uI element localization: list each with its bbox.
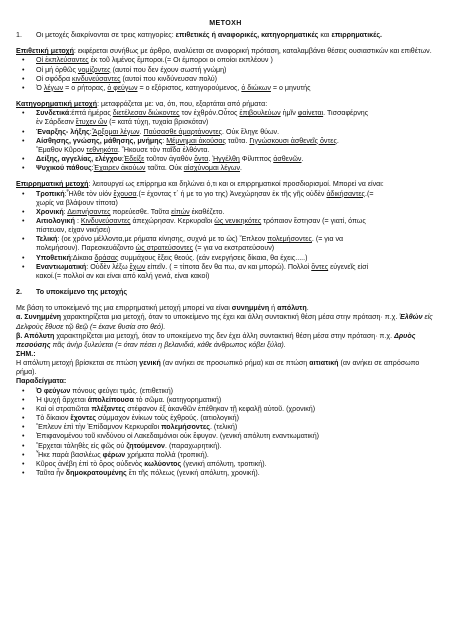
text-run: κακοί.(= πολλοί αν και είναι από καλή γενιά, είναι κακοί)	[36, 271, 210, 280]
list-item	[16, 423, 435, 432]
text-run: χωρίς να βλάψουν τίποτα)	[36, 198, 118, 207]
text-run: Οἱ σφόδρα	[36, 74, 73, 83]
underlined-run: τεθνηκότα	[86, 145, 118, 154]
list-item	[16, 75, 435, 84]
text-run: Με βάση το υποκείμενό της μια επιρρηματική μετοχή μπορεί να είναι	[16, 304, 232, 313]
text-run: τὸ σῶμα. (κατηγορηματική)	[133, 395, 222, 404]
text-run: ταῦτα.	[225, 136, 250, 145]
bold-run: Παραδείγματα:	[16, 377, 67, 386]
text-run: Ἧκε παρὰ βασιλέως	[36, 450, 103, 459]
list-adverbial-examples	[16, 190, 435, 282]
text-run: πίστευαν, είχαν νικήσει)	[36, 226, 111, 235]
underlined-run: Γιγνώσκουσι ἀσθενεῖς ὄντες	[249, 136, 337, 145]
bold-run: Ψυχικού πάθους	[36, 164, 92, 173]
bold-run: γενική	[139, 359, 161, 368]
text-run: Ἔμαθον Κῦρον	[36, 145, 87, 154]
underlined-run: ἀδικήσαντες	[326, 189, 365, 198]
underlined-run: ἔτυχεν ὤν	[75, 118, 108, 127]
text-run: (αυτοί που δεν έχουν σωστή γνώμη)	[110, 65, 227, 74]
underlined-run: δράσας	[94, 253, 119, 262]
text-run: Καὶ οἱ στρατιῶται	[36, 404, 92, 413]
list-item	[16, 128, 435, 137]
bold-run: συνημμένη	[231, 304, 270, 313]
text-run: :	[74, 216, 81, 225]
list-item	[16, 217, 435, 235]
text-run: τρόπαιον ἔστησαν (= γιατί, όπως	[261, 216, 366, 225]
text-run: .	[240, 164, 242, 173]
underlined-run: ἀσθενῶν	[273, 155, 302, 164]
list-item	[16, 164, 435, 173]
text-run: χαρακτηρίζεται μια μετοχή, όταν το υποκείμενο της έχει και άλλη συντακτική θέση μέσα στην πρόταση· π.χ.	[61, 313, 400, 322]
text-run: :Δίκαια	[70, 253, 95, 262]
bold-run: ἀπολείπουσα	[87, 395, 134, 404]
list-final-examples	[16, 387, 435, 479]
list-item	[16, 451, 435, 460]
text-run: ή	[269, 304, 278, 313]
bold-run: πλέξαντες	[91, 404, 126, 413]
text-run: (γενική απόλυτη, τροπική).	[181, 459, 267, 468]
text-run: Φίλιππος	[239, 155, 274, 164]
text-run: χαρακτηρίζεται μια μετοχή, όταν το υποκείμενο της δεν έχει άλλη συντακτική θέση μέσα στην πρόταση· π.χ.	[54, 331, 395, 340]
term-heading: Κατηγορηματική μετοχή	[16, 100, 98, 109]
section-2-heading	[16, 288, 435, 297]
underlined-run: ὁ διώκων	[241, 83, 271, 92]
italic-run: εἰς Δελφοὺς ἔθυσε τῷ θεῷ (= έκανε θυσία στο θεό).	[16, 313, 433, 331]
text-run: . Τισσαφέρνης	[323, 109, 369, 118]
bold-run: ΣΗΜ.:	[16, 350, 36, 358]
text-run: .	[208, 155, 213, 164]
text-run: .	[306, 304, 309, 313]
list-item	[16, 137, 435, 155]
text-run: πορεύεσθε. Ταῦτα	[110, 207, 172, 216]
list-item	[16, 405, 435, 414]
text-run: και	[318, 31, 332, 40]
text-run: = ο μηνυτής	[270, 83, 311, 92]
bold-run: ἔχοντες	[70, 414, 97, 423]
underlined-run: φαίνεται	[297, 109, 324, 118]
list-item	[16, 442, 435, 451]
text-run: :Ἦλθε τὸν υἱόν	[64, 189, 114, 198]
text-run: .	[301, 155, 304, 164]
text-run: = ο ρήτορας,	[63, 83, 108, 92]
text-run: : Οὐδὲν λέξω	[86, 262, 130, 271]
list-item	[16, 469, 435, 478]
text-run: :	[91, 164, 94, 173]
paragraph-predicative	[16, 100, 435, 109]
section-1-text	[36, 31, 435, 40]
underlined-run: ὄντα	[194, 155, 209, 164]
text-run: : μεταφράζεται με: να, ότι, που, εξαρτάται από ρήματα:	[97, 100, 268, 109]
text-run: Ταῦτα ἦν	[36, 469, 66, 478]
text-run: . (τελική)	[209, 423, 238, 432]
underlined-run: αἰσχύνομαι λέγων	[183, 164, 241, 173]
text-run: .(= έχοντας τ΄ ή με το γιο της) Ἀνεχώρησαν ἐκ τῆς γῆς οὐδὲν	[136, 189, 327, 198]
text-run: εἰπεῖν. ( = τίποτα δεν θα πω, αν και μπορώ). Πολλοὶ	[145, 262, 312, 271]
text-run: : εκφέρεται συνήθως με άρθρο, αναλύεται σε αναφορική πρόταση, καταλαμβάνει θέσεις ουσιαστικών και επιθέτων.	[73, 47, 432, 56]
paragraph-conjunct	[16, 313, 435, 331]
section-1-heading	[16, 31, 435, 40]
text-run: :έπτά ἡμέρας	[69, 109, 113, 118]
list-item	[16, 387, 435, 396]
underlined-run: Παύσασθε ἁμαρτάνοντες	[143, 127, 222, 136]
document-title: ΜΕΤΟΧΗ	[209, 19, 242, 27]
bold-italic-run: Δρυὸς πεσούσης	[16, 331, 416, 349]
text-run: ἐκ τοῦ λιμένος ἔμποροι.(= Οι έμποροι οι οποίοι εκπλέουν )	[88, 56, 273, 65]
text-run: (αν ανήκει σε απρόσωπο ρήμα).	[16, 359, 420, 377]
text-run: . Ἤκουσε τὸν παῖδα ἐλθόντα.	[117, 145, 210, 154]
text-run: = ο εξόριστος, κατηγορούμενος,	[137, 83, 242, 92]
examples-label	[16, 377, 435, 386]
bold-run: α. Συνημμένη	[16, 313, 62, 322]
text-run: : (οε χρόνο μέλλοντα,με ρήματα κίνησης, συχνά με το ὡς) Ἔπλεον	[57, 235, 268, 244]
text-run: πόνους φεύγει τιμάς. (επιθετική)	[70, 386, 174, 395]
text-run: . (παραχωρητική).	[165, 441, 222, 450]
bold-run: Δείξης, αγγελίας, ελέγχου	[36, 155, 122, 164]
text-run: Οι μετοχές διακρίνονται σε τρεις κατηγορίες:	[36, 31, 176, 40]
text-run: : λειτουργεί ως επίρρημα και δηλώνει ό,τι και οι επιρρηματικοί προσδιορισμοί. Μπορεί να είναι:	[88, 180, 384, 189]
underlined-run: πολεμήσοντες	[267, 235, 312, 244]
text-run: Ἡ ψυχή ἄρχεται	[36, 395, 88, 404]
paragraph-absolute-case	[16, 359, 435, 377]
bold-run: απόλυτη	[277, 304, 307, 313]
text-run: στέφανον ἐξ ἀκανθῶν ἐπέθηκαν τῇ κεφαλῇ αὐτοῦ. (χρονική)	[125, 404, 316, 413]
bold-run: φέρων	[102, 450, 126, 459]
bold-italic-run: Ἐλθών	[399, 313, 423, 322]
text-run: (= για να εκστρατεύσουν)	[193, 244, 275, 253]
text-run: ἔτι τῆς πόλεως (γενική απόλυτη, χρονική).	[126, 469, 260, 478]
text-run: :	[162, 136, 167, 145]
bold-run: πολεμήσοντες	[161, 423, 210, 432]
bold-run: Τελική	[36, 235, 58, 244]
list-item	[16, 190, 435, 208]
term-heading: Επιθετική μετοχή	[16, 47, 74, 56]
text-run: εὐγενεῖς εἰσί	[328, 262, 369, 271]
underlined-run: ὡς στρατεύσοντες	[135, 244, 193, 253]
underlined-run: ἔχουσα	[113, 189, 137, 198]
bold-run: Αιτιολογική	[36, 216, 75, 225]
list-item	[16, 396, 435, 405]
text-run: σύμμαχον ἐνίκων τοὺς ἐχθρούς. (αιτιολογική)	[96, 414, 239, 423]
list-item	[16, 208, 435, 217]
bold-run: αιτιατική	[309, 359, 339, 368]
underlined-run: ὡς νενικηκότες	[214, 216, 262, 225]
text-run: ἀπεχώρησαν. Κερκυραῖοι	[130, 216, 215, 225]
text-run: :	[89, 127, 92, 136]
underlined-run: Οἱ ἐκπλεύσαντες	[36, 56, 89, 65]
text-run: :	[63, 207, 68, 216]
text-run: :	[121, 155, 124, 164]
text-run: Η απόλυτη μετοχή βρίσκεται σε πτώση	[16, 359, 140, 368]
underlined-run: Ἠγγέλθη	[212, 155, 240, 164]
text-run: . Οὐκ ἔληγε θύων.	[222, 127, 280, 136]
list-item	[16, 414, 435, 423]
text-run: Τὸ δίκαιον	[36, 414, 71, 423]
text-run: (αυτοί που κινδύνευσαν πολύ)	[120, 74, 217, 83]
bold-run: επιθετικές ή αναφορικές, κατηγορηματικές	[175, 31, 319, 40]
list-item	[16, 263, 435, 281]
underlined-run: ὄντες	[311, 262, 329, 271]
underlined-run: Μέμνημαι ἀκούσας	[166, 136, 226, 145]
text-run: χρήματα πολλά (τροπική).	[125, 450, 209, 459]
text-run: ταῦτα. Οὐκ	[145, 164, 184, 173]
text-run: τοῦτον ἀγαθὸν	[144, 155, 195, 164]
text-run: τον ἐχθρόν.Οὗτος	[179, 109, 240, 118]
list-item	[16, 235, 435, 253]
list-item	[16, 432, 435, 441]
underlined-run: νομίζοντες	[77, 65, 111, 74]
section-number: 1.	[16, 31, 22, 40]
text-run: (αν ανήκει σε προσωπικό ρήμα) και σε πτώση	[160, 359, 310, 368]
paragraph-absolute	[16, 332, 435, 350]
text-run: Οἱ μή ὀρθῶς	[36, 65, 78, 74]
underlined-run: Δειπνήσαντες	[67, 207, 111, 216]
bold-run: κωλύοντος	[144, 459, 182, 468]
bold-run: ζητούμενον	[126, 441, 165, 450]
underlined-run: κινδυνεύσαντες	[72, 74, 121, 83]
text-run: Ἔπλευν ἐπὶ τὴν Ἐπίδαμνον Κερκυραῖοι	[36, 423, 162, 432]
text-run: .	[139, 127, 144, 136]
paragraph-attributive	[16, 47, 435, 56]
text-run: ἐκαθέζετο.	[189, 207, 225, 216]
section-number: 2.	[16, 288, 22, 297]
list-item	[16, 66, 435, 75]
text-run: Ἔρχεται τἀληθὲς εἰς φῶς οὐ	[36, 441, 127, 450]
bold-run: επιρρηματικές.	[331, 31, 382, 40]
underlined-run: Ἄρξομαι λέγων	[91, 127, 140, 136]
text-run: .(=	[364, 189, 374, 198]
list-item	[16, 155, 435, 164]
list-item	[16, 254, 435, 263]
note-label	[16, 350, 435, 359]
bold-run: Εναντιωματική	[36, 262, 87, 271]
underlined-run: Ἐχαιρεν ἀκούων	[93, 164, 146, 173]
underlined-run: διετέλεσαν διώκοντες	[112, 109, 180, 118]
list-item	[16, 56, 435, 65]
italic-run: πᾶς ἀνὴρ ξυλεύεται (= όταν πέσει η βελανιδιά, κάθε άνθρωπος κόβει ξύλα).	[50, 340, 286, 349]
list-attributive-examples	[16, 56, 435, 93]
list-predicative-examples	[16, 109, 435, 173]
paragraph-adverbial	[16, 180, 435, 189]
underlined-run: Κινδυνεύσαντες	[80, 216, 131, 225]
paragraph-subject-intro	[16, 304, 435, 313]
text-run: (= κατά τύχη, τυχαία βρισκόταν)	[107, 118, 209, 127]
list-item	[16, 460, 435, 469]
bold-run: Συνδετικά	[36, 109, 70, 118]
list-item	[16, 109, 435, 127]
term-heading: Επιρρηματική μετοχή	[16, 180, 89, 189]
bold-run: Τροπική	[36, 189, 65, 198]
underlined-run: Ἐδείξε	[123, 155, 145, 164]
underlined-run: ὁ φεύγων	[107, 83, 138, 92]
underlined-run: ἐπιβουλεύων	[239, 109, 281, 118]
underlined-run: λέγων	[43, 83, 64, 92]
bold-run: β. Απόλυτη	[16, 331, 55, 340]
bold-run: δημοκρατουμένης	[65, 469, 127, 478]
text-run: συμμάχους ἕξεις θεούς. (εάν ενεργήσεις δίκαια, θα έχεις.....)	[118, 253, 308, 262]
text-run: ἐν Σάρδεσιν	[36, 118, 76, 127]
text-run: Ἐπιφανομένου τοῦ κινδύνου οἱ Λακεδαιμόνιοι οὐκ ἔφυγον. (γενική απόλυτη εναντιωματική)	[36, 432, 320, 441]
underlined-run: εἰπών	[171, 207, 190, 216]
text-run: .	[336, 136, 339, 145]
section-2-title: Το υποκείμενο της μετοχής	[36, 288, 128, 297]
text-run: Κῦρος ἀνέβη ἐπὶ τὸ ὄρος οὐδενὸς	[36, 459, 145, 468]
text-run: ἡμῖν	[280, 109, 298, 118]
bold-run: Υποθετική	[36, 253, 71, 262]
text-run: Ὁ	[36, 83, 44, 92]
bold-run: Χρονική	[36, 207, 64, 216]
text-run: πολεμήσουν). Παρεσκευάζοντο	[36, 244, 136, 253]
underlined-run: ἔχων	[129, 262, 146, 271]
bold-run: Αίσθησης, γνώσης, μάθησης, μνήμης	[36, 136, 163, 145]
list-item	[16, 84, 435, 93]
text-run: . (= για να	[311, 235, 344, 244]
bold-run: Έναρξης- λήξης	[36, 127, 90, 136]
bold-run: Ὁ φεύγων	[36, 386, 71, 395]
